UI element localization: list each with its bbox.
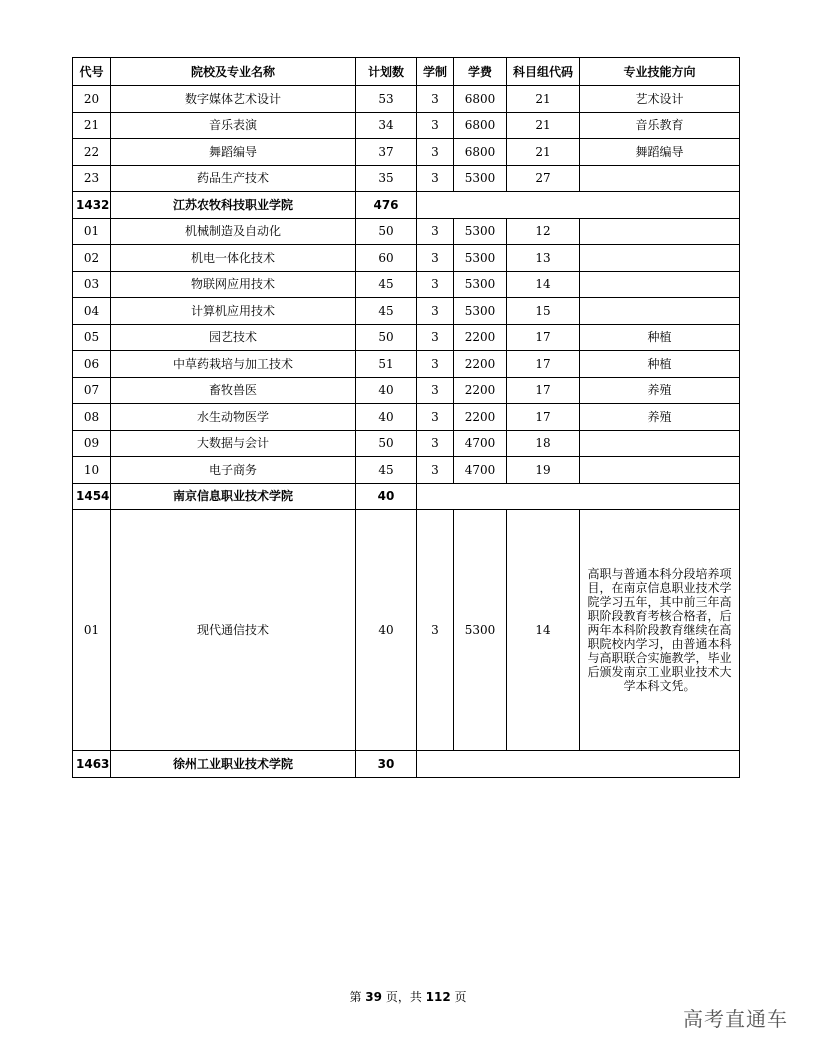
school-plan-total: 30 xyxy=(356,751,417,778)
major-code: 21 xyxy=(73,112,111,139)
skill xyxy=(580,245,740,272)
skill xyxy=(580,271,740,298)
subject-code: 14 xyxy=(507,271,580,298)
subject-code: 27 xyxy=(507,165,580,192)
fee: 5300 xyxy=(454,298,507,325)
major-code: 01 xyxy=(73,218,111,245)
footer-suffix: 页 xyxy=(450,990,467,1004)
skill: 养殖 xyxy=(580,377,740,404)
major-name: 中草药栽培与加工技术 xyxy=(111,351,356,378)
school-name: 江苏农牧科技职业学院 xyxy=(111,192,356,219)
subject-code: 17 xyxy=(507,324,580,351)
subject-code: 17 xyxy=(507,351,580,378)
years: 3 xyxy=(417,86,454,113)
plan-count: 34 xyxy=(356,112,417,139)
plan-count: 40 xyxy=(356,377,417,404)
table-row xyxy=(73,165,740,192)
school-plan-total: 40 xyxy=(356,483,417,510)
fee: 5300 xyxy=(454,510,507,751)
skill-note: 高职与普通本科分段培养项目，在南京信息职业技术学院学习五年，其中前三年高职阶段教育考核合格者，后两年本科阶段教育继续在高职院校内学习，由普通本科与高职联合实施教学，毕业后颁发南京工业职业技术大学本科文凭。 xyxy=(580,510,740,751)
table-row xyxy=(73,112,740,139)
subject-code: 21 xyxy=(507,112,580,139)
plan-count: 53 xyxy=(356,86,417,113)
fee: 5300 xyxy=(454,165,507,192)
major-name: 电子商务 xyxy=(111,457,356,484)
subject-code: 12 xyxy=(507,218,580,245)
major-name: 音乐表演 xyxy=(111,112,356,139)
skill: 种植 xyxy=(580,351,740,378)
major-name: 药品生产技术 xyxy=(111,165,356,192)
plan-count: 50 xyxy=(356,218,417,245)
table-row xyxy=(73,218,740,245)
subject-code: 17 xyxy=(507,377,580,404)
years: 3 xyxy=(417,218,454,245)
enrollment-plan-table xyxy=(72,57,740,778)
major-name: 计算机应用技术 xyxy=(111,298,356,325)
school-code: 1463 xyxy=(73,751,111,778)
fee: 6800 xyxy=(454,86,507,113)
major-code: 09 xyxy=(73,430,111,457)
fee: 5300 xyxy=(454,245,507,272)
years: 3 xyxy=(417,271,454,298)
school-code: 1454 xyxy=(73,483,111,510)
years: 3 xyxy=(417,112,454,139)
table-row xyxy=(73,351,740,378)
subject-code: 15 xyxy=(507,298,580,325)
page-total: 112 xyxy=(425,990,451,1004)
major-code: 10 xyxy=(73,457,111,484)
fee: 2200 xyxy=(454,324,507,351)
years: 3 xyxy=(417,298,454,325)
years: 3 xyxy=(417,165,454,192)
major-name: 园艺技术 xyxy=(111,324,356,351)
skill: 养殖 xyxy=(580,404,740,431)
plan-count: 51 xyxy=(356,351,417,378)
fee: 4700 xyxy=(454,430,507,457)
skill: 种植 xyxy=(580,324,740,351)
major-code: 04 xyxy=(73,298,111,325)
skill: 艺术设计 xyxy=(580,86,740,113)
fee: 5300 xyxy=(454,218,507,245)
years: 3 xyxy=(417,430,454,457)
major-name: 水生动物医学 xyxy=(111,404,356,431)
major-name: 数字媒体艺术设计 xyxy=(111,86,356,113)
major-name: 畜牧兽医 xyxy=(111,377,356,404)
fee: 2200 xyxy=(454,404,507,431)
header-fee: 学费 xyxy=(454,58,507,86)
plan-count: 45 xyxy=(356,457,417,484)
table-row xyxy=(73,404,740,431)
table-row xyxy=(73,86,740,113)
major-code: 07 xyxy=(73,377,111,404)
plan-count: 40 xyxy=(356,510,417,751)
years: 3 xyxy=(417,510,454,751)
fee: 2200 xyxy=(454,351,507,378)
years: 3 xyxy=(417,245,454,272)
plan-count: 35 xyxy=(356,165,417,192)
major-code: 20 xyxy=(73,86,111,113)
skill xyxy=(580,218,740,245)
subject-code: 13 xyxy=(507,245,580,272)
school-row-blank xyxy=(417,751,740,778)
major-code: 03 xyxy=(73,271,111,298)
table-row xyxy=(73,139,740,166)
skill xyxy=(580,298,740,325)
years: 3 xyxy=(417,377,454,404)
plan-count: 50 xyxy=(356,430,417,457)
major-name: 机电一体化技术 xyxy=(111,245,356,272)
major-code: 02 xyxy=(73,245,111,272)
subject-code: 17 xyxy=(507,404,580,431)
table-row xyxy=(73,457,740,484)
major-code: 08 xyxy=(73,404,111,431)
table-row xyxy=(73,510,740,751)
school-name: 徐州工业职业技术学院 xyxy=(111,751,356,778)
major-name: 大数据与会计 xyxy=(111,430,356,457)
school-row xyxy=(73,751,740,778)
header-name: 院校及专业名称 xyxy=(111,58,356,86)
years: 3 xyxy=(417,404,454,431)
subject-code: 21 xyxy=(507,139,580,166)
fee: 6800 xyxy=(454,139,507,166)
years: 3 xyxy=(417,324,454,351)
subject-code: 18 xyxy=(507,430,580,457)
school-row-blank xyxy=(417,483,740,510)
years: 3 xyxy=(417,457,454,484)
subject-code: 14 xyxy=(507,510,580,751)
table-row xyxy=(73,271,740,298)
header-skill: 专业技能方向 xyxy=(580,58,740,86)
major-code: 06 xyxy=(73,351,111,378)
plan-count: 40 xyxy=(356,404,417,431)
skill xyxy=(580,165,740,192)
skill xyxy=(580,430,740,457)
header-years: 学制 xyxy=(417,58,454,86)
school-code: 1432 xyxy=(73,192,111,219)
years: 3 xyxy=(417,351,454,378)
fee: 2200 xyxy=(454,377,507,404)
major-code: 05 xyxy=(73,324,111,351)
fee: 5300 xyxy=(454,271,507,298)
years: 3 xyxy=(417,139,454,166)
school-row xyxy=(73,192,740,219)
page-number: 39 xyxy=(365,990,382,1004)
plan-count: 50 xyxy=(356,324,417,351)
header-subject-code: 科目组代码 xyxy=(507,58,580,86)
fee: 4700 xyxy=(454,457,507,484)
school-name: 南京信息职业技术学院 xyxy=(111,483,356,510)
plan-count: 45 xyxy=(356,271,417,298)
major-name: 现代通信技术 xyxy=(111,510,356,751)
major-name: 物联网应用技术 xyxy=(111,271,356,298)
footer-prefix: 第 xyxy=(349,990,366,1004)
major-code: 22 xyxy=(73,139,111,166)
subject-code: 21 xyxy=(507,86,580,113)
header-code: 代号 xyxy=(73,58,111,86)
plan-count: 37 xyxy=(356,139,417,166)
skill xyxy=(580,457,740,484)
major-name: 机械制造及自动化 xyxy=(111,218,356,245)
fee: 6800 xyxy=(454,112,507,139)
footer-middle: 页，共 xyxy=(382,990,426,1004)
subject-code: 19 xyxy=(507,457,580,484)
table-row xyxy=(73,298,740,325)
major-code: 01 xyxy=(73,510,111,751)
school-row-blank xyxy=(417,192,740,219)
major-code: 23 xyxy=(73,165,111,192)
school-plan-total: 476 xyxy=(356,192,417,219)
header-plan: 计划数 xyxy=(356,58,417,86)
major-name: 舞蹈编导 xyxy=(111,139,356,166)
school-row xyxy=(73,483,740,510)
table-header xyxy=(73,58,740,86)
table-row xyxy=(73,245,740,272)
table-row xyxy=(73,377,740,404)
plan-count: 45 xyxy=(356,298,417,325)
table-row xyxy=(73,324,740,351)
skill: 音乐教育 xyxy=(580,112,740,139)
table-row xyxy=(73,430,740,457)
watermark-text: 高考直通车 xyxy=(683,1007,788,1031)
plan-count: 60 xyxy=(356,245,417,272)
skill: 舞蹈编导 xyxy=(580,139,740,166)
